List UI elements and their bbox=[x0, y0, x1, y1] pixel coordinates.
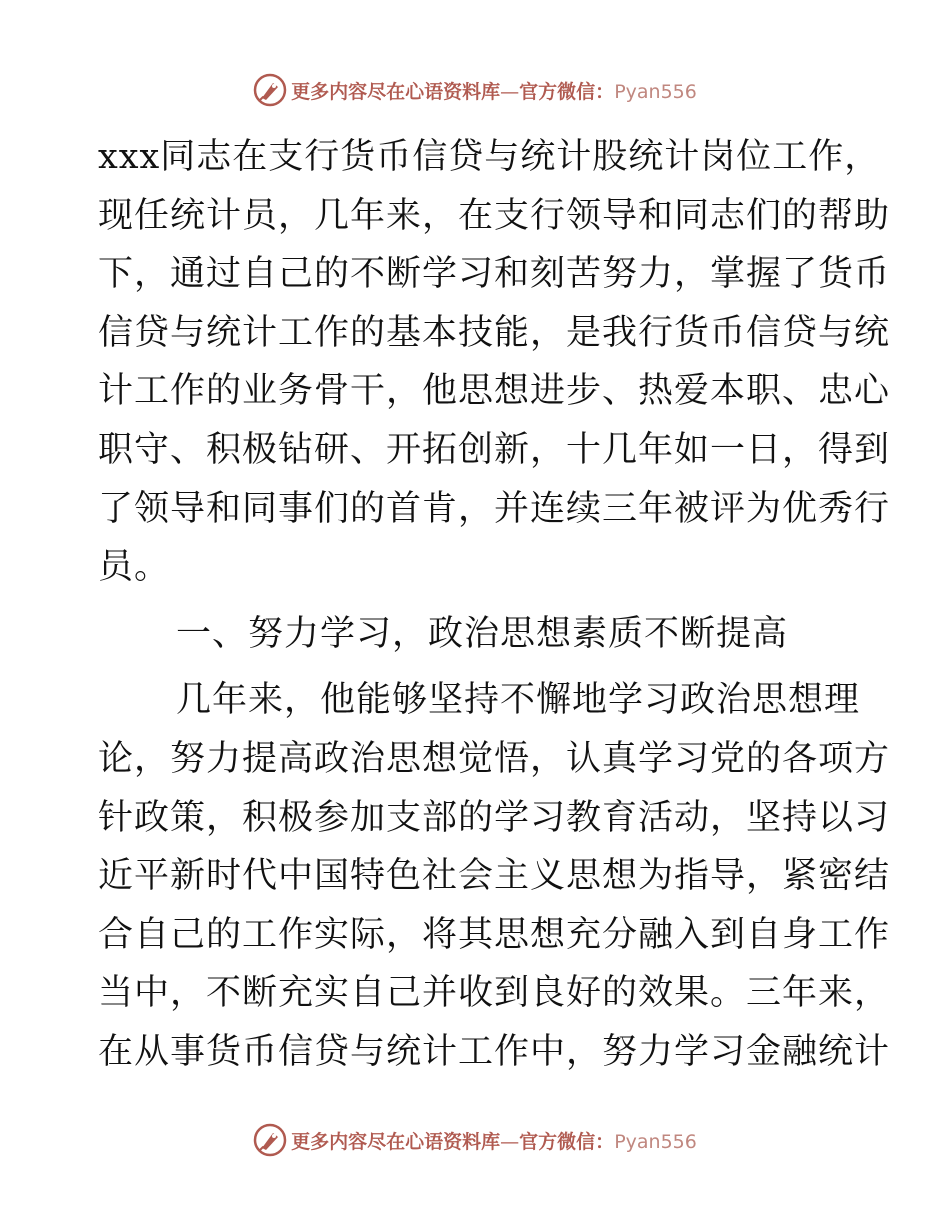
text-line: 针政策，积极参加支部的学习教育活动，坚持以习 bbox=[98, 797, 891, 838]
text-line: 近平新时代中国特色社会主义思想为指导，紧密结 bbox=[98, 856, 891, 897]
watermark-dash: — bbox=[500, 1130, 520, 1153]
watermark-wechat-id: Pyan556 bbox=[614, 1130, 697, 1153]
watermark-site-text: 更多内容尽在心语资料库 bbox=[291, 80, 501, 103]
watermark-banner-top bbox=[0, 70, 950, 110]
text-line: xxx同志在支行货币信贷与统计股统计岗位工作， bbox=[98, 137, 881, 177]
text-line: 员。 bbox=[98, 547, 171, 588]
watermark-wechat-id: Pyan556 bbox=[614, 80, 697, 103]
text-line: 当中，不断充实自己并收到良好的效果。三年来， bbox=[98, 973, 891, 1014]
text-line: 职守、积极钻研、开拓创新，十几年如一日，得到 bbox=[98, 429, 891, 470]
text-line: 信贷与统计工作的基本技能，是我行货币信贷与统 bbox=[98, 312, 891, 353]
text-line: 合自己的工作实际，将其思想充分融入到自身工作 bbox=[98, 914, 891, 955]
text-line: 下，通过自己的不断学习和刻苦努力，掌握了货币 bbox=[98, 254, 891, 295]
text-line: 论，努力提高政治思想觉悟，认真学习党的各项方 bbox=[98, 738, 891, 779]
paragraph-study bbox=[98, 671, 891, 1081]
text-line: 了领导和同事们的首肯，并连续三年被评为优秀行 bbox=[98, 488, 891, 529]
text-line: 现任统计员，几年来，在支行领导和同志们的帮助 bbox=[98, 195, 891, 236]
text-line: 在从事货币信贷与统计工作中，努力学习金融统计 bbox=[98, 1031, 891, 1072]
watermark-text bbox=[291, 1127, 697, 1154]
watermark-dash: — bbox=[500, 80, 520, 103]
paragraph-intro bbox=[98, 128, 891, 597]
document-body bbox=[98, 128, 891, 1082]
watermark-wechat-label: 官方微信： bbox=[519, 80, 615, 103]
watermark-text bbox=[291, 77, 697, 104]
watermark-banner-bottom bbox=[0, 1120, 950, 1160]
pen-nib-logo-icon bbox=[253, 1123, 287, 1157]
section-heading: 一、努力学习，政治思想素质不断提高 bbox=[176, 613, 789, 654]
watermark-wechat-label: 官方微信： bbox=[519, 1130, 615, 1153]
watermark-site-text: 更多内容尽在心语资料库 bbox=[291, 1130, 501, 1153]
text-line: 几年来，他能够坚持不懈地学习政治思想理 bbox=[176, 680, 861, 721]
text-line: 计工作的业务骨干，他思想进步、热爱本职、忠心 bbox=[98, 371, 891, 412]
pen-nib-logo-icon bbox=[253, 73, 287, 107]
